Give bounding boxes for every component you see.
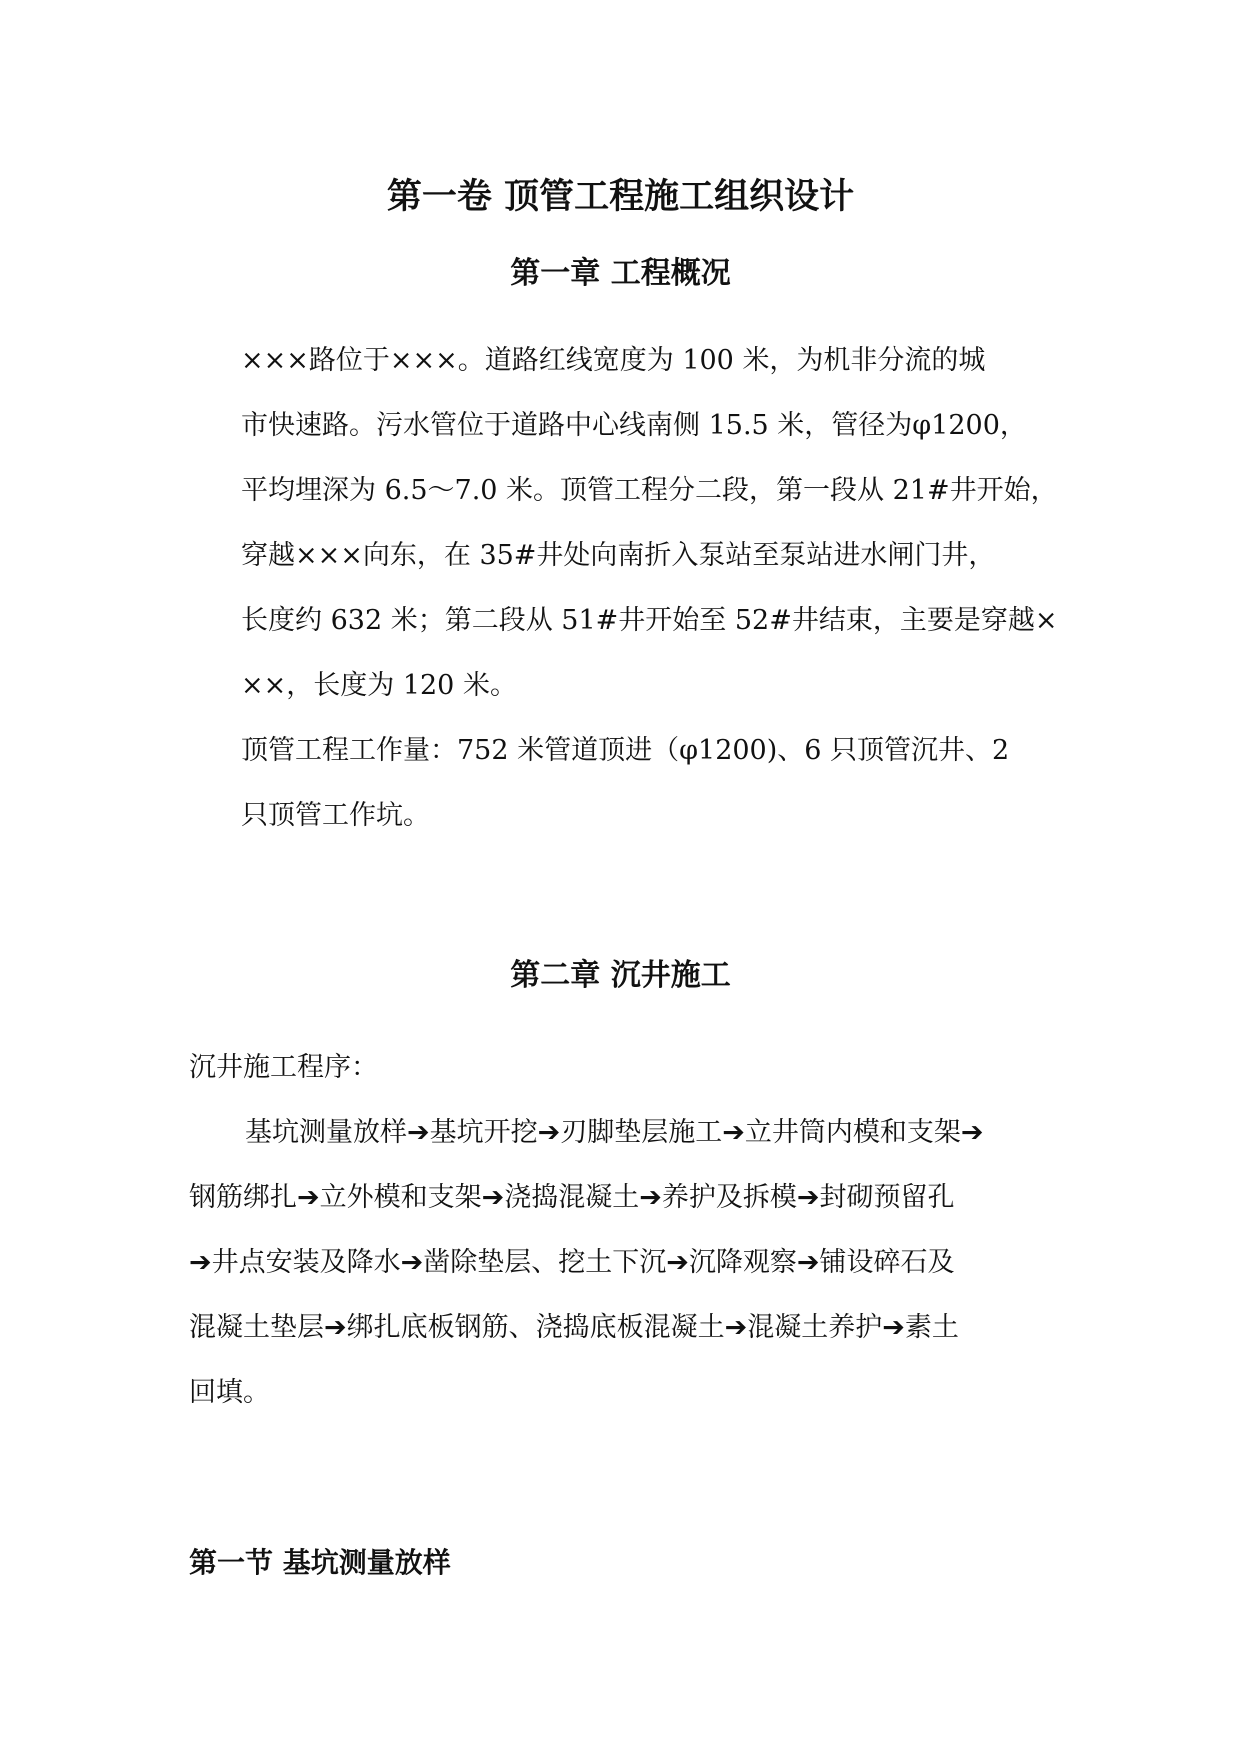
procedure-line: 基坑测量放样➔基坑开挖➔刃脚垫层施工➔立井筒内模和支架➔ <box>245 1117 984 1148</box>
workload-line: 只顶管工作坑。 <box>241 800 430 831</box>
overview-line: ××，长度为 120 米。 <box>241 670 517 701</box>
workload-line: 顶管工程工作量：752 米管道顶进（φ1200)、6 只顶管沉井、2 <box>241 735 1010 766</box>
procedure-line: 回填。 <box>189 1377 270 1408</box>
procedure-paragraph <box>189 1100 1084 1425</box>
procedure-label: 沉井施工程序： <box>189 1052 378 1083</box>
volume-title: 第一卷 顶管工程施工组织设计 <box>386 177 855 217</box>
overview-line: ×××路位于×××。道路红线宽度为 100 米，为机非分流的城 <box>241 345 986 376</box>
project-overview-paragraph <box>241 328 1061 718</box>
chapter1-title: 第一章 工程概况 <box>510 256 731 291</box>
workload-paragraph <box>241 718 1061 848</box>
procedure-line: 混凝土垫层➔绑扎底板钢筋、浇捣底板混凝土➔混凝土养护➔素土 <box>189 1312 959 1343</box>
procedure-line: 钢筋绑扎➔立外模和支架➔浇捣混凝土➔养护及拆模➔封砌预留孔 <box>189 1182 955 1213</box>
chapter2-title: 第二章 沉井施工 <box>510 958 731 993</box>
section1-title: 第一节 基坑测量放样 <box>189 1546 451 1579</box>
overview-line: 市快速路。污水管位于道路中心线南侧 15.5 米，管径为φ1200， <box>241 410 1027 441</box>
overview-line: 穿越×××向东，在 35#井处向南折入泵站至泵站进水闸门井， <box>241 540 996 571</box>
procedure-line: ➔井点安装及降水➔凿除垫层、挖土下沉➔沉降观察➔铺设碎石及 <box>189 1247 955 1278</box>
overview-line: 平均埋深为 6.5～7.0 米。顶管工程分二段，第一段从 21#井开始， <box>241 475 1058 506</box>
overview-line: 长度约 632 米；第二段从 51#井开始至 52#井结束，主要是穿越× <box>241 605 1058 636</box>
